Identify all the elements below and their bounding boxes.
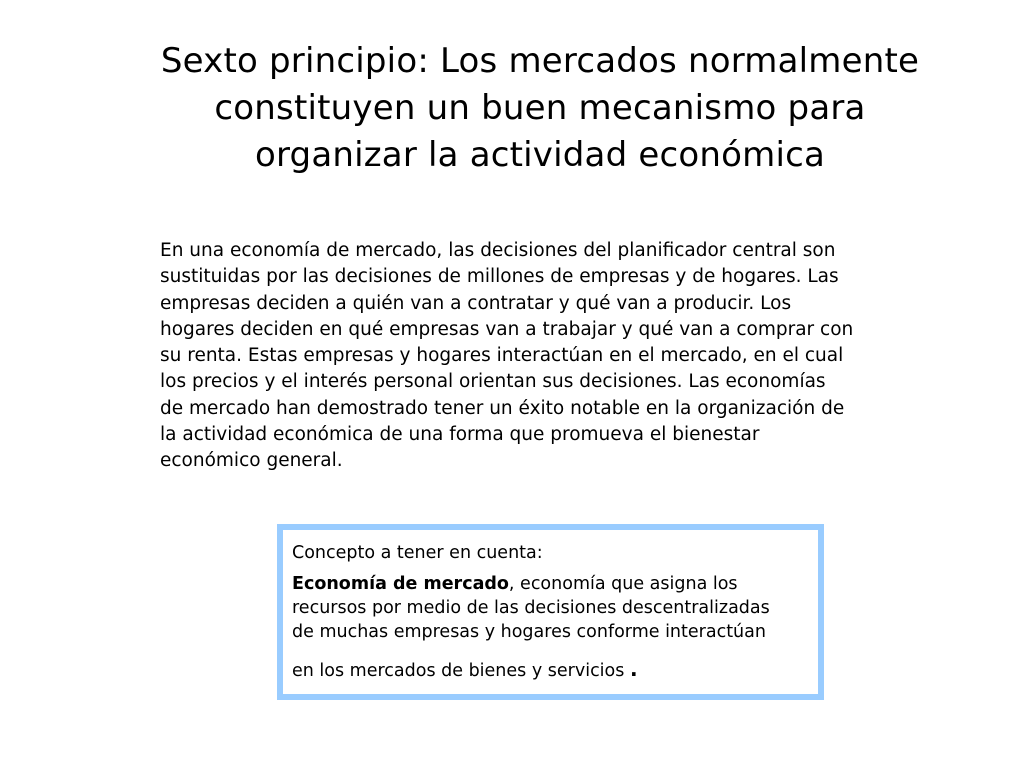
- body-line: En una economía de mercado, las decisiones del planificador central son: [160, 240, 836, 261]
- body-line: su renta. Estas empresas y hogares interactúan en el mercado, en el cual: [160, 345, 844, 367]
- body-paragraph: [160, 238, 950, 475]
- definition-line: de muchas empresas y hogares conforme interactúan: [292, 622, 766, 642]
- title-line: organizar la actividad económica: [254, 135, 826, 175]
- body-line: económico general.: [160, 450, 343, 472]
- definition-line: [292, 572, 770, 596]
- concept-box: [277, 524, 824, 700]
- concept-definition: [292, 572, 770, 683]
- final-period: .: [629, 657, 638, 681]
- definition-text: , economía que asigna los: [508, 574, 738, 594]
- body-line: empresas deciden a quién van a contratar y qué van a producir. Los: [160, 292, 792, 314]
- concept-term: Economía de mercado: [292, 574, 509, 594]
- slide-title: [100, 38, 980, 179]
- title-line: Sexto principio: Los mercados normalmente: [160, 41, 920, 81]
- body-line: sustituidas por las decisiones de millones de empresas y de hogares. Las: [160, 266, 839, 288]
- definition-line: [292, 657, 770, 683]
- body-line: la actividad económica de una forma que promueva el bienestar: [160, 424, 760, 446]
- concept-heading: Concepto a tener en cuenta:: [292, 543, 543, 563]
- body-line: hogares deciden en qué empresas van a trabajar y qué van a comprar con: [160, 318, 854, 340]
- definition-line: recursos por medio de las decisiones descentralizadas: [292, 598, 770, 618]
- title-line: constituyen un buen mecanismo para: [214, 88, 866, 128]
- body-line: de mercado han demostrado tener un éxito notable en la organización de: [160, 397, 845, 419]
- body-line: los precios y el interés personal orientan sus decisiones. Las economías: [160, 371, 826, 393]
- definition-text: en los mercados de bienes y servicios: [292, 661, 630, 681]
